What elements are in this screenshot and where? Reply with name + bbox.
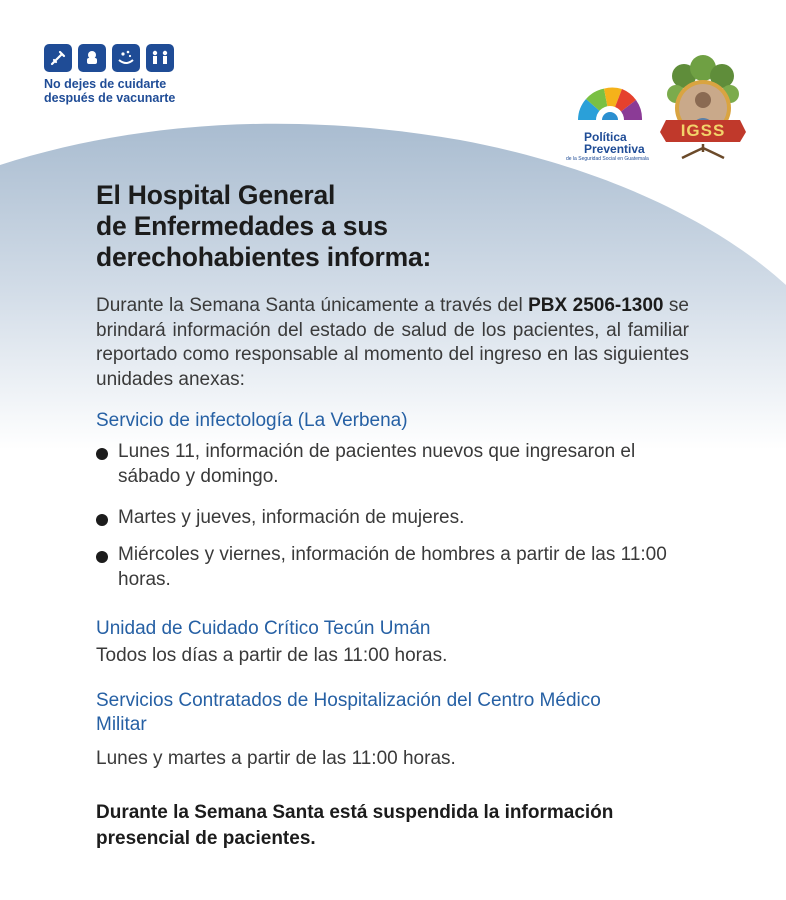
bullet-icon (96, 514, 108, 526)
list-item: Martes y jueves, información de mujeres. (96, 506, 692, 531)
igss-logo (660, 54, 746, 165)
mask-icon (78, 44, 106, 72)
syringe-icon (44, 44, 72, 72)
campaign-slogan: No dejes de cuidarte después de vacunarte (44, 77, 176, 105)
section-heading-centro-medico-militar: Servicios Contratados de Hospitalización del Centro Médico Militar (96, 690, 601, 735)
section-text-centro-medico-militar: Lunes y martes a partir de las 11:00 horas. (96, 748, 456, 769)
preventiva-word: Preventiva (584, 142, 645, 156)
politica-preventiva-logo (566, 72, 654, 169)
section-heading-tecun-uman: Unidad de Cuidado Crítico Tecún Umán (96, 618, 431, 639)
pbx-number: 2506-1300 (572, 295, 664, 316)
politica-tagline: de la Seguridad Social en Guatemala (566, 156, 649, 162)
bullet-icon (96, 551, 108, 563)
handwash-icon (112, 44, 140, 72)
politica-word: Política (584, 130, 627, 144)
prevention-icons (44, 44, 174, 72)
closing-notice: Durante la Semana Santa está suspendida la información presencial de pacientes. (96, 802, 614, 849)
list-item: Miércoles y viernes, información de hombres a partir de las 11:00 horas. (96, 543, 692, 592)
page-title: El Hospital General de Enfermedades a sus derechohabientes informa: (96, 180, 432, 272)
bullet-icon (96, 448, 108, 460)
list-item: Lunes 11, información de pacientes nuevos que ingresaron el sábado y domingo. (96, 440, 692, 489)
igss-text: IGSS (680, 121, 726, 140)
pbx-label: PBX (528, 295, 568, 316)
intro-paragraph: Durante la Semana Santa únicamente a través del PBX 2506-1300 se brindará información del estado de salud de los pacientes, al familiar reportado como responsable al momento del ingreso en las siguientes unidades anexas: (96, 295, 689, 390)
distance-icon (146, 44, 174, 72)
section-text-tecun-uman: Todos los días a partir de las 11:00 horas. (96, 645, 448, 666)
section-heading-infectologia: Servicio de infectología (La Verbena) (96, 410, 408, 431)
